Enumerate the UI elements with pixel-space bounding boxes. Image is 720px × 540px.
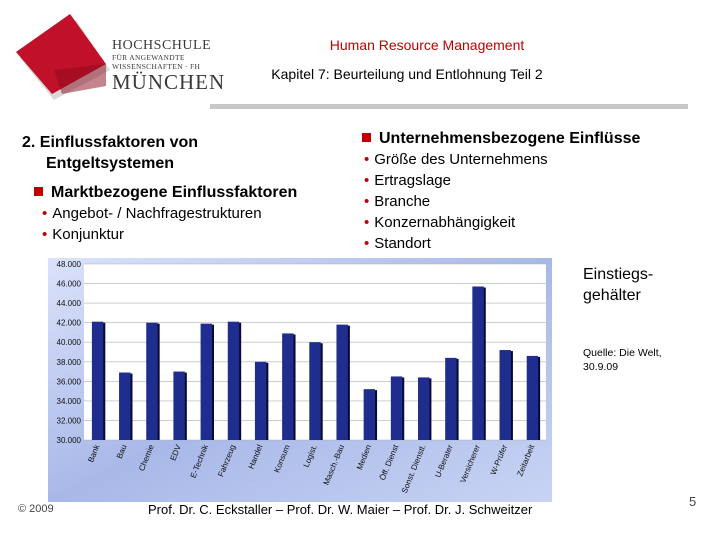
logo-line-hochschule: HOCHSCHULE xyxy=(112,38,212,53)
dot-bullet-icon: • xyxy=(364,214,370,231)
left-content xyxy=(22,132,362,245)
bar-13 xyxy=(445,358,456,440)
chart-source xyxy=(583,346,662,374)
source-line1: Quelle: Die Welt, xyxy=(583,347,662,359)
x-tick-label: Versicherer xyxy=(458,443,482,485)
x-tick-label: E-Technik xyxy=(188,443,211,480)
source-line2: 30.9.09 xyxy=(583,361,619,373)
x-tick-label: Bank xyxy=(86,443,102,464)
x-tick-label: Fahrzeug xyxy=(216,443,238,479)
bar-11 xyxy=(391,376,402,440)
list-item-label: Angebot- / Nachfragestrukturen xyxy=(52,205,262,222)
bar-16 xyxy=(527,356,538,440)
x-tick-label: Sonst. Dienstl. xyxy=(399,443,428,495)
x-tick-label: Logist. xyxy=(301,443,319,469)
x-tick-label: Bau xyxy=(114,443,129,460)
dot-bullet-icon: • xyxy=(42,226,48,243)
y-tick-label: 44.000 xyxy=(56,299,81,309)
y-tick-label: 46.000 xyxy=(56,279,81,289)
x-tick-label: Medien xyxy=(355,443,374,472)
dot-bullet-icon: • xyxy=(364,151,370,168)
section-heading-line1: 2. Einflussfaktoren von xyxy=(22,134,199,151)
slide-header-subtitle: Kapitel 7: Beurteilung und Entlohnung Teil 2 xyxy=(271,66,543,82)
list-item-label: Konzernabhängigkeit xyxy=(374,214,516,231)
bar-9 xyxy=(336,325,347,440)
dot-bullet-icon: • xyxy=(364,172,370,189)
x-tick-label: Masch.-Bau xyxy=(321,443,347,487)
x-tick-label: EDV xyxy=(168,443,183,463)
right-content xyxy=(362,128,702,254)
bar-3 xyxy=(173,372,184,440)
list-item-label: Branche xyxy=(374,193,431,210)
market-factors-title xyxy=(22,182,362,203)
y-tick-label: 48.000 xyxy=(56,260,81,269)
x-tick-label: U-Berater xyxy=(433,443,455,479)
list-item xyxy=(362,191,702,212)
bar-1 xyxy=(119,373,130,440)
page-number: 5 xyxy=(689,494,697,509)
square-bullet-icon xyxy=(34,187,43,196)
list-item xyxy=(22,203,362,224)
logo-text xyxy=(112,38,226,94)
y-tick-label: 38.000 xyxy=(56,357,81,367)
y-tick-label: 30.000 xyxy=(56,436,81,445)
logo-line-muenchen: MÜNCHEN xyxy=(112,70,226,94)
dot-bullet-icon: • xyxy=(364,235,370,252)
bar-14 xyxy=(472,286,483,440)
copyright-text: © 2009 xyxy=(18,503,54,515)
bar-15 xyxy=(500,350,511,440)
logo-line-wissenschaften: WISSENSCHAFTEN · FH xyxy=(112,62,201,71)
section-heading-line2: Entgeltsystemen xyxy=(46,155,175,172)
chart-side-label xyxy=(583,264,653,306)
list-item xyxy=(362,212,702,233)
x-tick-label: Chemie xyxy=(137,443,156,473)
logo-line-angewandte: FÜR ANGEWANDTE xyxy=(112,53,185,62)
footer-authors: Prof. Dr. C. Eckstaller – Prof. Dr. W. Maier – Prof. Dr. J. Schweitzer xyxy=(148,502,533,517)
side-label-line1: Einstiegs- xyxy=(583,266,654,283)
x-tick-label: Handel xyxy=(246,443,265,471)
y-tick-label: 34.000 xyxy=(56,396,81,406)
market-factors-label: Marktbezogene Einflussfaktoren xyxy=(51,184,298,201)
x-tick-label: Öff. Dienst xyxy=(377,443,401,482)
list-item xyxy=(362,149,702,170)
x-tick-label: Konsum xyxy=(272,443,292,474)
bar-2 xyxy=(146,323,157,440)
company-factors-title xyxy=(362,128,702,149)
bar-10 xyxy=(364,389,375,440)
list-item-label: Standort xyxy=(374,235,431,252)
bar-5 xyxy=(228,322,239,440)
bar-0 xyxy=(92,322,103,440)
list-item xyxy=(362,170,702,191)
header-divider xyxy=(210,104,688,109)
side-label-line2: gehälter xyxy=(583,287,641,304)
bar-4 xyxy=(201,324,212,440)
x-tick-label: W-Prüfer xyxy=(488,443,510,477)
dot-bullet-icon: • xyxy=(364,193,370,210)
y-tick-label: 42.000 xyxy=(56,318,81,328)
list-item-label: Größe des Unternehmens xyxy=(374,151,548,168)
salary-bar-chart xyxy=(48,258,552,502)
bar-6 xyxy=(255,362,266,440)
y-tick-label: 40.000 xyxy=(56,338,81,348)
dot-bullet-icon: • xyxy=(42,205,48,222)
list-item xyxy=(22,224,362,245)
bar-7 xyxy=(282,333,293,440)
company-factors-label: Unternehmensbezogene Einflüsse xyxy=(379,130,641,147)
square-bullet-icon xyxy=(362,133,371,142)
y-tick-label: 32.000 xyxy=(56,416,81,426)
x-tick-label: Zeitarbeit xyxy=(515,443,537,478)
list-item-label: Ertragslage xyxy=(374,172,451,189)
y-tick-label: 36.000 xyxy=(56,377,81,387)
bar-8 xyxy=(309,342,320,440)
list-item-label: Konjunktur xyxy=(52,226,124,243)
slide-header-title: Human Resource Management xyxy=(329,37,525,53)
bar-12 xyxy=(418,377,429,440)
list-item xyxy=(362,233,702,254)
